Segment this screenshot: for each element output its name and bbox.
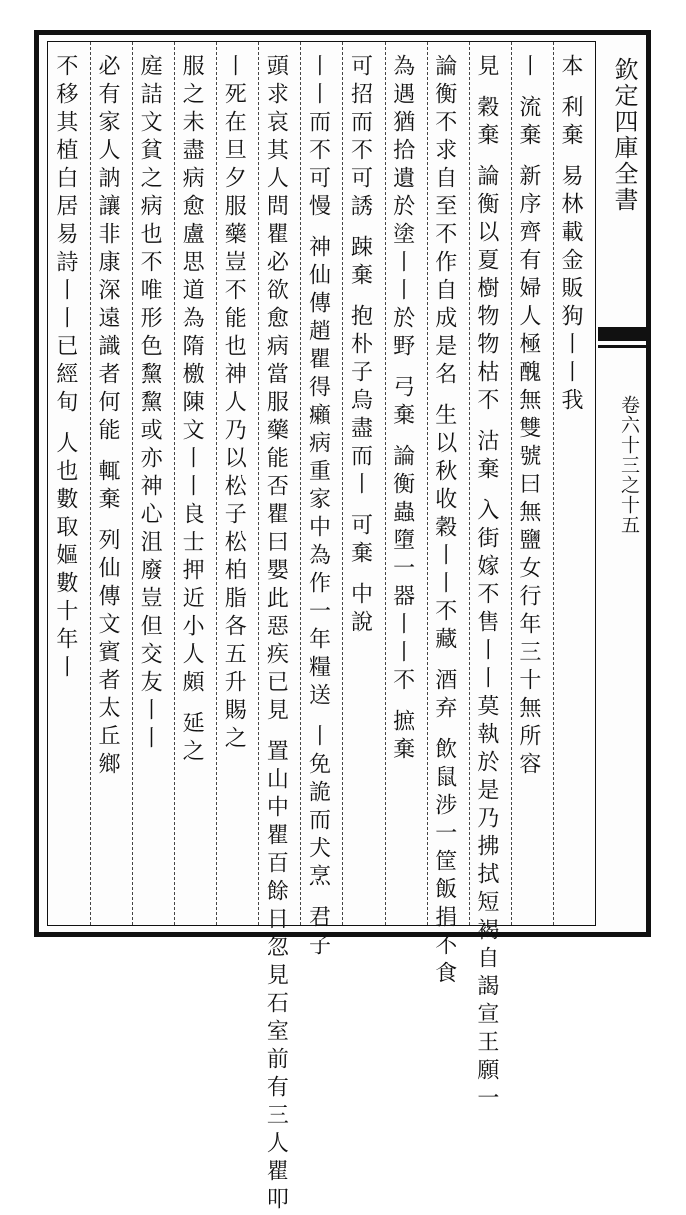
text-column [132, 42, 174, 925]
text-column [385, 42, 427, 925]
text-column [216, 42, 258, 925]
text-column [90, 42, 132, 925]
book-title: 欽定四庫全書 [610, 57, 638, 213]
text-column [469, 42, 511, 1114]
text-column [258, 42, 300, 1215]
text-column [48, 42, 90, 925]
column-text: 論衡不求自至不作自成是名 生以秋收穀丨丨不藏 酒弃 飲鼠涉一筐飯捐不食 [431, 54, 457, 989]
column-text: 丨丨而不可慢 神仙傳趙瞿得癩病重家中為作一年糧送 丨免詭而犬烹 君子 [305, 54, 331, 961]
text-column [300, 42, 342, 961]
page-margin-strip [598, 35, 646, 932]
column-text: 丨死在旦夕服藥豈不能也神人乃以松子松柏脂各五升賜之 [221, 54, 247, 754]
column-text: 不移其植白居易詩丨丨已經旬 人也數取嫗數十年丨 [52, 54, 78, 683]
column-text: 可招而不可誘 踈棄 抱朴子烏盡而丨 可棄 中說 [347, 54, 373, 638]
text-columns [48, 42, 595, 1215]
text-column [174, 42, 216, 925]
text-column [427, 42, 469, 989]
fish-tail-line [598, 345, 646, 348]
page-frame [34, 30, 651, 1215]
text-block [47, 41, 596, 1215]
fish-tail-mark [598, 327, 646, 341]
column-text: 服之未盡病愈盧思道為隋檄陳文丨丨良士押近小人頗 延之 [179, 54, 205, 767]
volume-label: 卷六十三之十五 [618, 395, 640, 535]
column-text: 見 穀棄 論衡以夏樹物物枯不 沽棄 入街嫁不售丨丨莫執於是乃拂拭短褐自謁宣王願一 [473, 54, 499, 1114]
column-text: 本 利棄 易林載金販狗丨丨我 [558, 54, 583, 416]
column-text: 庭詰文貧之病也不唯形色黧黧或亦神心沮廢豈但交友丨丨 [137, 54, 163, 754]
column-text: 頭求哀其人問瞿必欲愈病當服藥能否瞿曰嬰此惡疾已見 置山中瞿百餘日忽見石室前有三人瞿叩 [263, 54, 289, 1215]
text-column [342, 42, 384, 925]
text-column [553, 42, 595, 925]
column-text: 必有家人訥讓非康深遠識者何能 輒棄 列仙傳文賓者太丘鄉 [94, 54, 120, 780]
column-text: 為遇猶拾遺於塗丨丨於野 弓棄 論衡蟲墮一器丨丨不 摭棄 [389, 54, 415, 765]
column-text: 丨 流棄 新序齊有婦人極醜無雙號曰無鹽女行年三十無所容 [515, 54, 541, 780]
text-column [511, 42, 553, 925]
